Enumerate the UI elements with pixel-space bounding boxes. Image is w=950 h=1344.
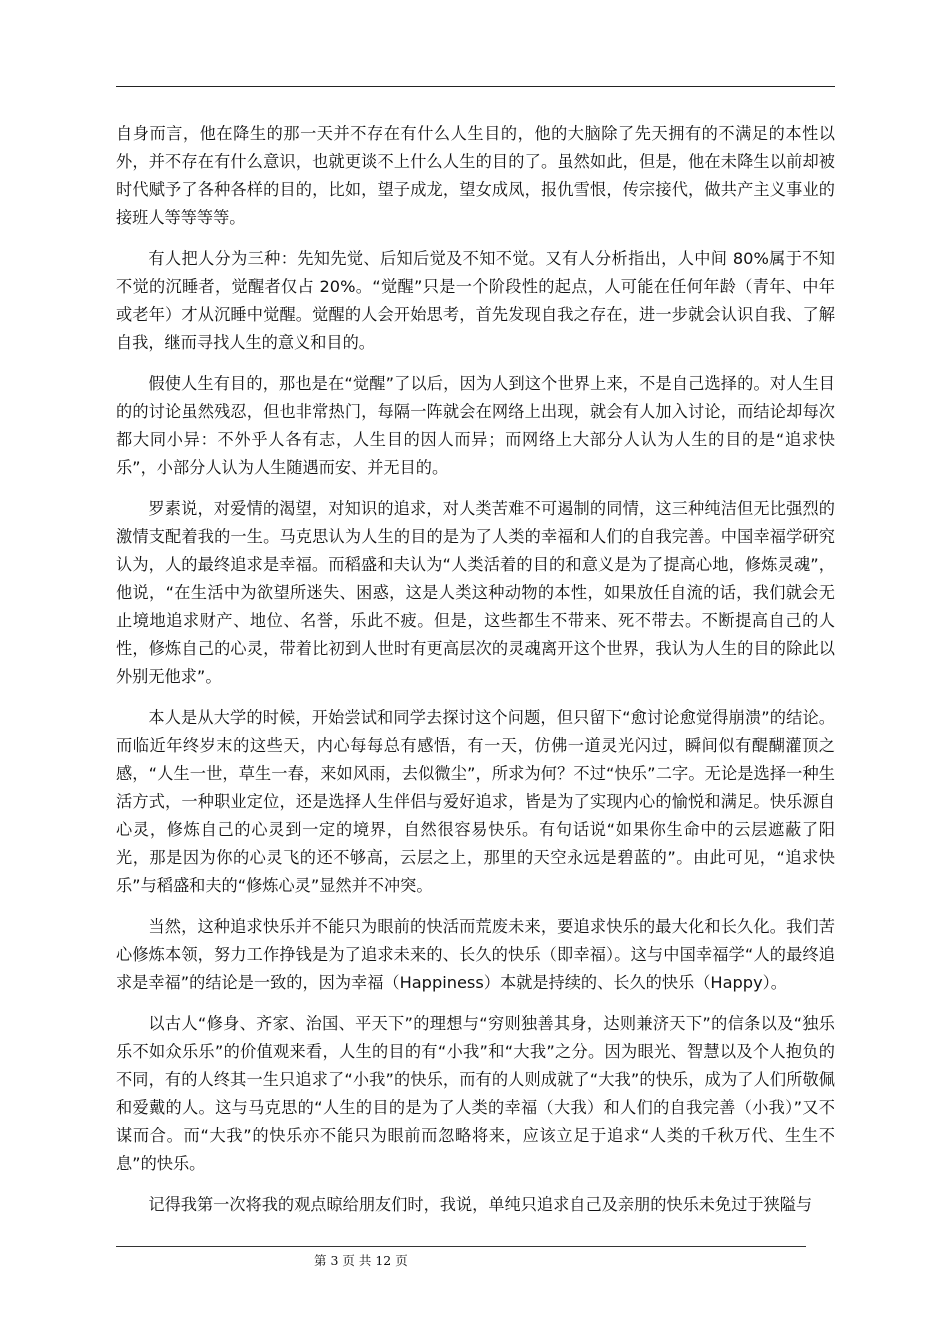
- paragraph: 本人是从大学的时候，开始尝试和同学去探讨这个问题，但只留下“愈讨论愈觉得崩溃”的结论。而临近年终岁末的这些天，内心每每总有感悟，有一天，仿佛一道灵光闪过，瞬间似有醍醐灌顶之感，“人生一世，草生一春，来如风雨，去似微尘”，所求为何？不过“快乐”二字。无论是选择一种生活方式，一种职业定位，还是选择人生伴侣与爱好追求，皆是为了实现内心的愉悦和满足。快乐源自心灵，修炼自己的心灵到一定的境界，自然很容易快乐。有句话说“如果你生命中的云层遮蔽了阳光，那是因为你的心灵飞的还不够高，云层之上，那里的天空永远是碧蓝的”。由此可见，“追求快乐”与稻盛和夫的“修炼心灵”显然并不冲突。: [116, 708, 835, 895]
- paragraph: 假使人生有目的，那也是在“觉醒”了以后，因为人到这个世界上来，不是自己选择的。对人生目的的讨论虽然残忍，但也非常热门，每隔一阵就会在网络上出现，就会有人加入讨论，而结论却每次都大同小异：不外乎人各有志，人生目的因人而异；而网络上大部分人认为人生的目的是“追求快乐”，小部分人认为人生随遇而安、并无目的。: [116, 374, 835, 477]
- paragraph: 以古人“修身、齐家、治国、平天下”的理想与“穷则独善其身，达则兼济天下”的信条以及“独乐乐不如众乐乐”的价值观来看，人生的目的有“小我”和“大我”之分。因为眼光、智慧以及个人抱负的不同，有的人终其一生只追求了“小我”的快乐，而有的人则成就了“大我”的快乐，成为了人们所敬佩和爱戴的人。这与马克思的“人生的目的是为了人类的幸福（大我）和人们的自我完善（小我）”又不谋而合。而“大我”的快乐亦不能只为眼前而忽略将来，应该立足于追求“人类的千秋万代、生生不息”的快乐。: [116, 1014, 835, 1173]
- header-rule: [116, 86, 835, 87]
- paragraph: 自身而言，他在降生的那一天并不存在有什么人生目的，他的大脑除了先天拥有的不满足的本性以外，并不存在有什么意识，也就更谈不上什么人生的目的了。虽然如此，但是，他在未降生以前却被时代赋予了各种各样的目的，比如，望子成龙，望女成凤，报仇雪恨，传宗接代，做共产主义事业的接班人等等等等。: [116, 124, 835, 227]
- body-text: [116, 120, 835, 1232]
- page-number: 第 3 页 共 12 页: [314, 1253, 408, 1268]
- footer-rule: [116, 1246, 806, 1247]
- paragraph: 当然，这种追求快乐并不能只为眼前的快活而荒废未来，要追求快乐的最大化和长久化。我们苦心修炼本领，努力工作挣钱是为了追求未来的、长久的快乐（即幸福）。这与中国幸福学“人的最终追求是幸福”的结论是一致的，因为幸福（Happiness）本就是持续的、长久的快乐（Happy）。: [116, 917, 835, 992]
- paragraph: 罗素说，对爱情的渴望，对知识的追求，对人类苦难不可遏制的同情，这三种纯洁但无比强烈的激情支配着我的一生。马克思认为人生的目的是为了人类的幸福和人们的自我完善。中国幸福学研究认为，人的最终追求是幸福。而稻盛和夫认为“人类活着的目的和意义是为了提高心地，修炼灵魂”，他说，“在生活中为欲望所迷失、困惑，这是人类这种动物的本性，如果放任自流的话，我们就会无止境地追求财产、地位、名誉，乐此不疲。但是，这些都生不带来、死不带去。不断提高自己的人性，修炼自己的心灵，带着比初到人世时有更高层次的灵魂离开这个世界，我认为人生的目的除此以外别无他求”。: [116, 499, 835, 686]
- paragraph: 有人把人分为三种：先知先觉、后知后觉及不知不觉。又有人分析指出，人中间 80%属于不知不觉的沉睡者，觉醒者仅占 20%。“觉醒”只是一个阶段性的起点，人可能在任何年龄（青年、中年或老年）才从沉睡中觉醒。觉醒的人会开始思考，首先发现自我之存在，进一步就会认识自我、了解自我，继而寻找人生的意义和目的。: [116, 249, 835, 352]
- paragraph: 记得我第一次将我的观点晾给朋友们时，我说，单纯只追求自己及亲朋的快乐未免过于狭隘与: [148, 1195, 813, 1214]
